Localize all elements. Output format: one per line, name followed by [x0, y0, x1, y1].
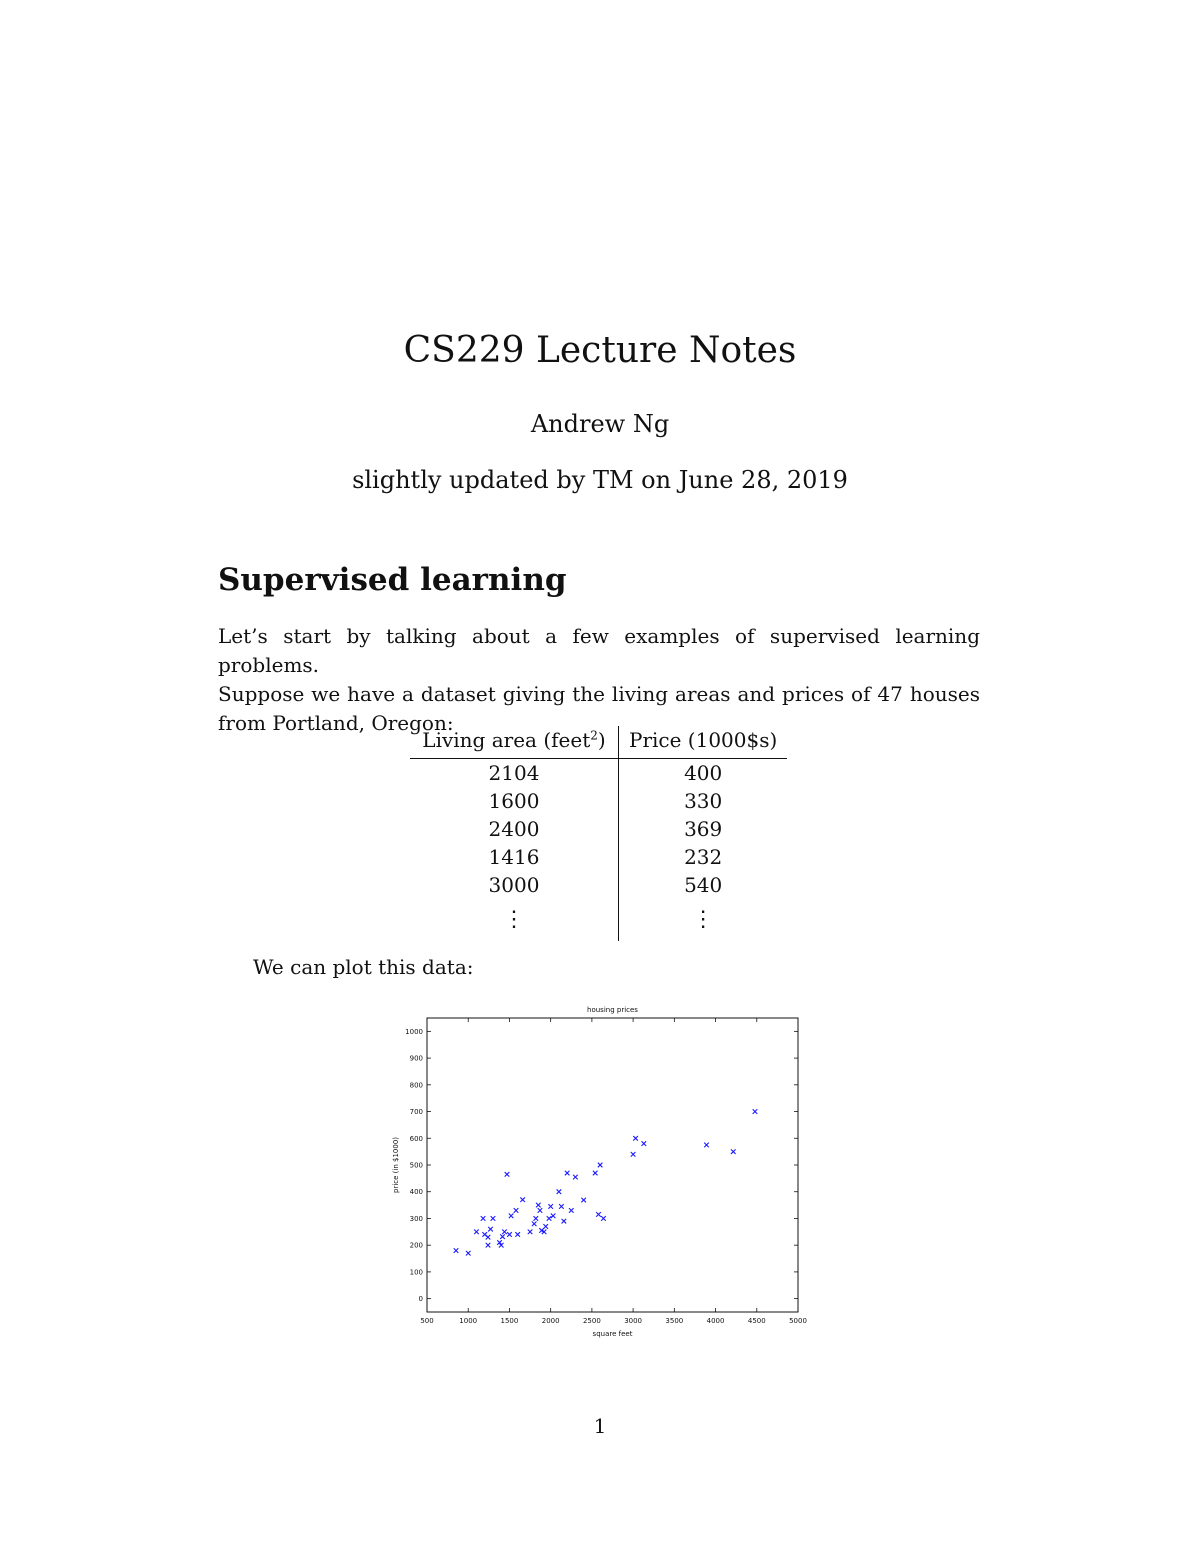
intro-line: Suppose we have a dataset giving the living areas and prices of 47 houses	[218, 682, 980, 706]
data-point	[562, 1219, 567, 1224]
data-point	[596, 1212, 601, 1217]
plot-intro-text: We can plot this data:	[253, 955, 474, 979]
data-point	[573, 1175, 578, 1180]
data-point	[505, 1172, 510, 1177]
table-cell: 2104	[410, 759, 619, 788]
page-number: 1	[593, 1414, 607, 1438]
x-tick-label: 4500	[747, 1317, 766, 1325]
x-axis-label: square feet	[592, 1330, 633, 1338]
table-ellipsis-row	[410, 899, 787, 941]
table-row	[410, 871, 787, 899]
data-point	[565, 1171, 570, 1176]
housing-prices-scatter-chart	[370, 1000, 810, 1345]
data-point	[514, 1208, 519, 1213]
table-cell: 330	[684, 789, 723, 813]
y-tick-label: 500	[409, 1161, 423, 1170]
data-point	[569, 1208, 574, 1213]
y-tick-label: 700	[409, 1108, 423, 1117]
data-point	[538, 1208, 543, 1213]
data-point	[631, 1152, 636, 1157]
vertical-ellipsis: ⋮	[692, 907, 715, 932]
table-cell: 1600	[410, 787, 619, 815]
x-tick-label: 2000	[541, 1317, 560, 1325]
data-point	[488, 1227, 493, 1232]
y-tick-label: 400	[409, 1188, 423, 1197]
data-point	[486, 1235, 491, 1240]
y-tick-label: 300	[409, 1214, 423, 1223]
y-tick-label: 0	[418, 1295, 423, 1304]
y-axis-label: price (in $1000)	[392, 1137, 400, 1193]
data-point	[454, 1248, 459, 1253]
data-point	[559, 1204, 564, 1209]
data-point	[491, 1216, 496, 1221]
table-row	[410, 787, 787, 815]
table-cell: 232	[684, 845, 723, 869]
intro-paragraph	[218, 622, 980, 738]
data-point	[486, 1243, 491, 1248]
x-tick-label: 2500	[582, 1317, 601, 1325]
chart-title: housing prices	[587, 1006, 638, 1014]
data-point	[509, 1213, 514, 1218]
data-point	[704, 1143, 709, 1148]
y-tick-label: 600	[409, 1134, 423, 1143]
section-heading: Supervised learning	[218, 562, 567, 598]
data-point	[534, 1216, 539, 1221]
x-tick-label: 3000	[624, 1317, 643, 1325]
plot-frame	[427, 1018, 798, 1312]
x-tick-label: 1000	[459, 1317, 478, 1325]
x-tick-label: 5000	[789, 1317, 807, 1325]
table-row	[410, 759, 787, 788]
col-price-header: Price (1000$s)	[619, 726, 788, 759]
y-tick-label: 900	[409, 1054, 423, 1063]
y-tick-label: 200	[409, 1241, 423, 1250]
table-header-row	[410, 726, 787, 759]
table-row	[410, 815, 787, 843]
data-point	[551, 1213, 556, 1218]
housing-table	[410, 726, 787, 941]
x-tick-label: 1500	[500, 1317, 519, 1325]
data-point	[753, 1109, 758, 1114]
intro-line: Let’s start by talking about a few examples of supervised learning problems.	[218, 624, 980, 677]
table-cell: 3000	[410, 871, 619, 899]
y-tick-label: 100	[409, 1268, 423, 1277]
author-name: Andrew Ng	[530, 410, 670, 438]
table-row	[410, 843, 787, 871]
table-cell: 1416	[410, 843, 619, 871]
data-point	[557, 1189, 562, 1194]
x-tick-label: 4000	[706, 1317, 725, 1325]
table-cell: 400	[684, 761, 723, 785]
data-point	[515, 1232, 520, 1237]
data-point	[520, 1197, 525, 1202]
intro-line: from Portland, Oregon:	[218, 711, 454, 735]
data-point	[642, 1141, 647, 1146]
date-line: slightly updated by TM on June 28, 2019	[352, 466, 848, 494]
data-point	[500, 1234, 505, 1239]
data-point	[598, 1163, 603, 1168]
table-cell: 2400	[410, 815, 619, 843]
col-living-area-header: Living area (feet$^2$)	[410, 726, 619, 759]
paper-title: CS229 Lecture Notes	[403, 330, 797, 371]
data-point	[547, 1216, 552, 1221]
table-cell: 369	[684, 817, 723, 841]
table-cell: 540	[684, 873, 723, 897]
data-point	[593, 1171, 598, 1176]
data-point	[543, 1224, 548, 1229]
data-point	[528, 1230, 533, 1235]
y-tick-label: 1000	[405, 1027, 423, 1036]
data-point	[536, 1203, 541, 1208]
y-tick-label: 800	[409, 1081, 423, 1090]
data-point	[474, 1230, 479, 1235]
data-point	[532, 1222, 537, 1227]
data-point	[507, 1232, 512, 1237]
data-point	[502, 1230, 507, 1235]
data-point	[548, 1204, 553, 1209]
data-point	[633, 1136, 638, 1141]
data-point	[466, 1251, 471, 1256]
data-point	[601, 1216, 606, 1221]
x-tick-label: 3500	[665, 1317, 684, 1325]
vertical-ellipsis: ⋮	[410, 899, 619, 941]
data-point	[731, 1149, 736, 1154]
data-point	[481, 1216, 486, 1221]
x-tick-label: 500	[420, 1317, 434, 1325]
data-point	[581, 1198, 586, 1203]
